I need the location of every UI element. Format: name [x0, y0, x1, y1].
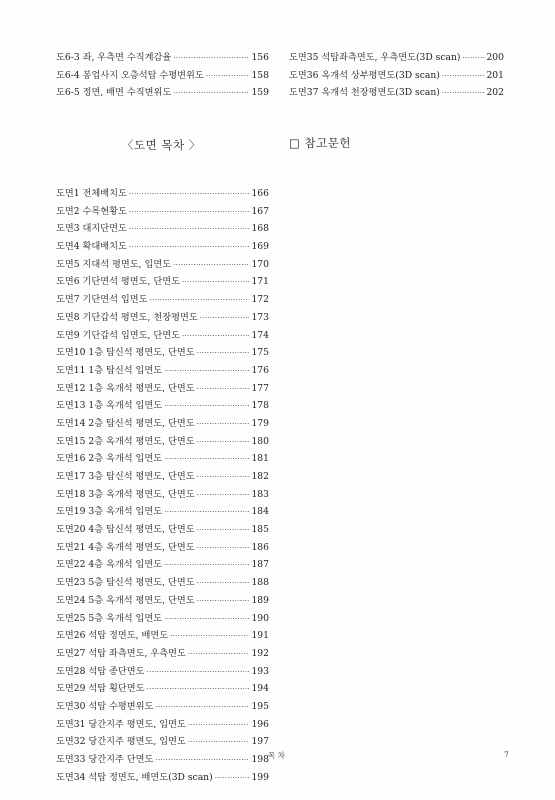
dot-leader — [129, 189, 250, 200]
toc-label: 도면37 옥개석 천장평면도(3D scan) — [289, 87, 440, 99]
toc-page: 196 — [251, 718, 269, 730]
toc-label: 도면21 4층 옥개석 평면도, 단면도 — [56, 541, 195, 553]
dot-leader — [155, 702, 249, 713]
toc-entry — [289, 70, 504, 88]
toc-label: 도면26 석탑 정면도, 배면도 — [56, 630, 169, 642]
toc-entry — [56, 365, 269, 383]
dot-leader — [188, 737, 250, 748]
dot-leader — [164, 454, 249, 465]
toc-entry — [56, 259, 269, 277]
toc-page: 167 — [251, 205, 269, 217]
dot-leader — [188, 649, 250, 660]
dot-leader — [463, 53, 485, 64]
toc-entry — [56, 630, 269, 648]
dot-leader — [442, 88, 485, 99]
dot-leader — [129, 207, 250, 218]
toc-entry — [56, 241, 269, 259]
toc-label: 도면2 수목현황도 — [56, 205, 127, 217]
toc-entry — [56, 613, 269, 631]
toc-label: 도면16 2층 옥개석 입면도 — [56, 453, 163, 465]
toc-label: 도면11 1층 탑신석 입면도 — [56, 364, 163, 376]
toc-entry — [56, 542, 269, 560]
toc-page: 198 — [251, 754, 269, 765]
toc-label: 도면17 3층 탑신석 평면도, 단면도 — [56, 471, 195, 482]
toc-label: 도면23 5층 탑신석 평면도, 단면도 — [56, 577, 195, 589]
toc-entry — [56, 400, 269, 418]
drawing-list-heading: 〈도면 목차 〉 — [122, 138, 201, 152]
dot-leader — [442, 71, 485, 82]
toc-page: 197 — [251, 736, 269, 748]
dot-leader — [197, 596, 250, 607]
toc-label: 도면13 1층 옥개석 입면도 — [56, 400, 163, 412]
toc-label: 도면14 2층 탑신석 평면도, 단면도 — [56, 417, 195, 429]
toc-label: 도면35 석탑좌측면도, 우측면도(3D scan) — [289, 52, 461, 63]
toc-entry — [56, 648, 269, 666]
toc-label: 도면32 당간지주 평면도, 입면도 — [56, 736, 186, 748]
dot-leader — [155, 755, 249, 766]
toc-entry — [289, 52, 504, 70]
dot-leader — [188, 720, 250, 731]
toc-label: 도면20 4층 탑신석 평면도, 단면도 — [56, 524, 195, 536]
toc-page: 158 — [251, 69, 269, 81]
toc-entry — [56, 330, 269, 348]
toc-entry — [56, 772, 269, 790]
footer-title: 목 차 — [268, 751, 285, 760]
toc-page: 187 — [251, 559, 269, 571]
toc-entry — [56, 595, 269, 613]
toc-page: 185 — [251, 524, 269, 536]
dot-leader — [147, 684, 250, 695]
toc-page: 166 — [251, 188, 269, 199]
toc-page: 200 — [486, 52, 504, 63]
dot-leader — [197, 490, 250, 501]
toc-label: 도면28 석탑 종단면도 — [56, 665, 145, 677]
toc-label: 도면1 전체배치도 — [56, 188, 127, 199]
dot-leader — [197, 348, 250, 359]
toc-page: 182 — [251, 471, 269, 482]
references-heading: □ 참고문헌 — [289, 136, 351, 150]
toc-label: 도6-4 봉업사지 오층석탑 수평변위도 — [56, 69, 204, 81]
toc-page: 193 — [251, 665, 269, 677]
dot-leader — [173, 88, 249, 99]
toc-entry — [56, 489, 269, 507]
toc-page: 156 — [251, 52, 269, 63]
dot-leader — [129, 242, 250, 253]
toc-entry — [56, 453, 269, 471]
dot-leader — [182, 277, 249, 288]
toc-entry — [56, 683, 269, 701]
toc-label: 도면4 확대배치도 — [56, 241, 127, 253]
top-right-list — [289, 52, 504, 105]
dot-leader — [173, 53, 249, 64]
toc-entry — [56, 52, 269, 70]
dot-leader — [164, 507, 249, 518]
toc-label: 도면36 옥개석 상부평면도(3D scan) — [289, 69, 440, 81]
toc-label: 도면29 석탑 횡단면도 — [56, 683, 145, 695]
toc-label: 도면12 1층 옥개석 평면도, 단면도 — [56, 382, 195, 394]
toc-page: 195 — [251, 700, 269, 712]
toc-label: 도면33 당간지주 단면도 — [56, 754, 154, 765]
dot-leader — [215, 773, 250, 784]
toc-page: 175 — [251, 347, 269, 359]
toc-page: 194 — [251, 683, 269, 695]
toc-page: 189 — [251, 594, 269, 606]
dot-leader — [164, 401, 249, 412]
dot-leader — [206, 71, 250, 82]
toc-page: 202 — [486, 87, 504, 99]
toc-entry — [289, 87, 504, 105]
footer-page-number: 7 — [504, 750, 509, 759]
toc-page: 199 — [251, 771, 269, 783]
toc-entry — [56, 754, 269, 772]
toc-entry — [56, 188, 269, 206]
toc-label: 도면30 석탑 수평변위도 — [56, 700, 154, 712]
toc-label: 도면31 당간지주 평면도, 입면도 — [56, 718, 186, 730]
toc-label: 도면7 기단면석 입면도 — [56, 294, 148, 306]
toc-entry — [56, 577, 269, 595]
dot-leader — [197, 525, 250, 536]
toc-page: 168 — [251, 223, 269, 235]
toc-label: 도면6 기단면석 평면도, 단면도 — [56, 276, 181, 288]
dot-leader — [197, 472, 250, 483]
toc-page: 169 — [251, 241, 269, 253]
toc-page: 188 — [251, 577, 269, 589]
toc-page: 190 — [251, 612, 269, 624]
toc-page: 177 — [251, 382, 269, 394]
toc-entry — [56, 666, 269, 684]
toc-label: 도면5 지대석 평면도, 입면도 — [56, 258, 172, 270]
toc-entry — [56, 347, 269, 365]
toc-page: 170 — [251, 258, 269, 270]
toc-page: 173 — [251, 311, 269, 323]
toc-entry — [56, 736, 269, 754]
toc-label: 도면24 5층 옥개석 평면도, 단면도 — [56, 594, 195, 606]
dot-leader — [197, 578, 250, 589]
toc-entry — [56, 524, 269, 542]
dot-leader — [164, 560, 249, 571]
dot-leader — [129, 224, 250, 235]
toc-entry — [56, 206, 269, 224]
toc-label: 도면18 3층 옥개석 평면도, 단면도 — [56, 488, 195, 500]
toc-entry — [56, 506, 269, 524]
toc-entry — [56, 719, 269, 737]
toc-entry — [56, 87, 269, 105]
dot-leader — [150, 295, 250, 306]
toc-entry — [56, 70, 269, 88]
toc-label: 도면8 기단갑석 평면도, 천장평면도 — [56, 311, 198, 323]
toc-page: 191 — [251, 630, 269, 642]
toc-page: 181 — [251, 453, 269, 465]
dot-leader — [197, 419, 250, 430]
toc-entry — [56, 294, 269, 312]
toc-label: 도면22 4층 옥개석 입면도 — [56, 559, 163, 571]
toc-label: 도면9 기단갑석 입면도, 단면도 — [56, 329, 181, 341]
toc-page: 172 — [251, 294, 269, 306]
dot-leader — [173, 260, 249, 271]
toc-label: 도면3 대지단면도 — [56, 223, 127, 235]
toc-label: 도면10 1층 탑신석 평면도, 단면도 — [56, 347, 195, 359]
toc-page: 186 — [251, 541, 269, 553]
toc-label: 도6-5 정면, 배면 수직변위도 — [56, 87, 172, 99]
toc-label: 도6-3 좌, 우측면 수직계감율 — [56, 52, 172, 63]
toc-entry — [56, 701, 269, 719]
toc-page: 174 — [251, 329, 269, 341]
toc-page: 176 — [251, 364, 269, 376]
toc-page: 159 — [251, 87, 269, 99]
toc-entry — [56, 436, 269, 454]
dot-leader — [164, 366, 249, 377]
dot-leader — [197, 437, 250, 448]
toc-page: 184 — [251, 506, 269, 518]
drawing-list — [56, 188, 269, 789]
dot-leader — [182, 331, 249, 342]
toc-label: 도면15 2층 옥개석 평면도, 단면도 — [56, 435, 195, 447]
dot-leader — [170, 631, 249, 642]
dot-leader — [164, 614, 249, 625]
top-left-list — [56, 52, 269, 105]
dot-leader — [147, 667, 250, 678]
toc-entry — [56, 223, 269, 241]
toc-entry — [56, 312, 269, 330]
toc-page: 180 — [251, 435, 269, 447]
toc-page: 171 — [251, 276, 269, 288]
toc-page: 179 — [251, 417, 269, 429]
toc-page: 201 — [486, 69, 504, 81]
toc-entry — [56, 418, 269, 436]
toc-page: 178 — [251, 400, 269, 412]
toc-page: 183 — [251, 488, 269, 500]
toc-label: 도면19 3층 옥개석 입면도 — [56, 506, 163, 518]
toc-entry — [56, 559, 269, 577]
toc-page: 192 — [251, 647, 269, 659]
toc-label: 도면27 석탑 좌측면도, 우측면도 — [56, 647, 186, 659]
toc-entry — [56, 383, 269, 401]
dot-leader — [200, 313, 250, 324]
toc-label: 도면34 석탑 정면도, 배면도(3D scan) — [56, 771, 213, 783]
toc-entry — [56, 276, 269, 294]
toc-entry — [56, 471, 269, 489]
dot-leader — [197, 543, 250, 554]
dot-leader — [197, 384, 250, 395]
toc-label: 도면25 5층 옥개석 입면도 — [56, 612, 163, 624]
